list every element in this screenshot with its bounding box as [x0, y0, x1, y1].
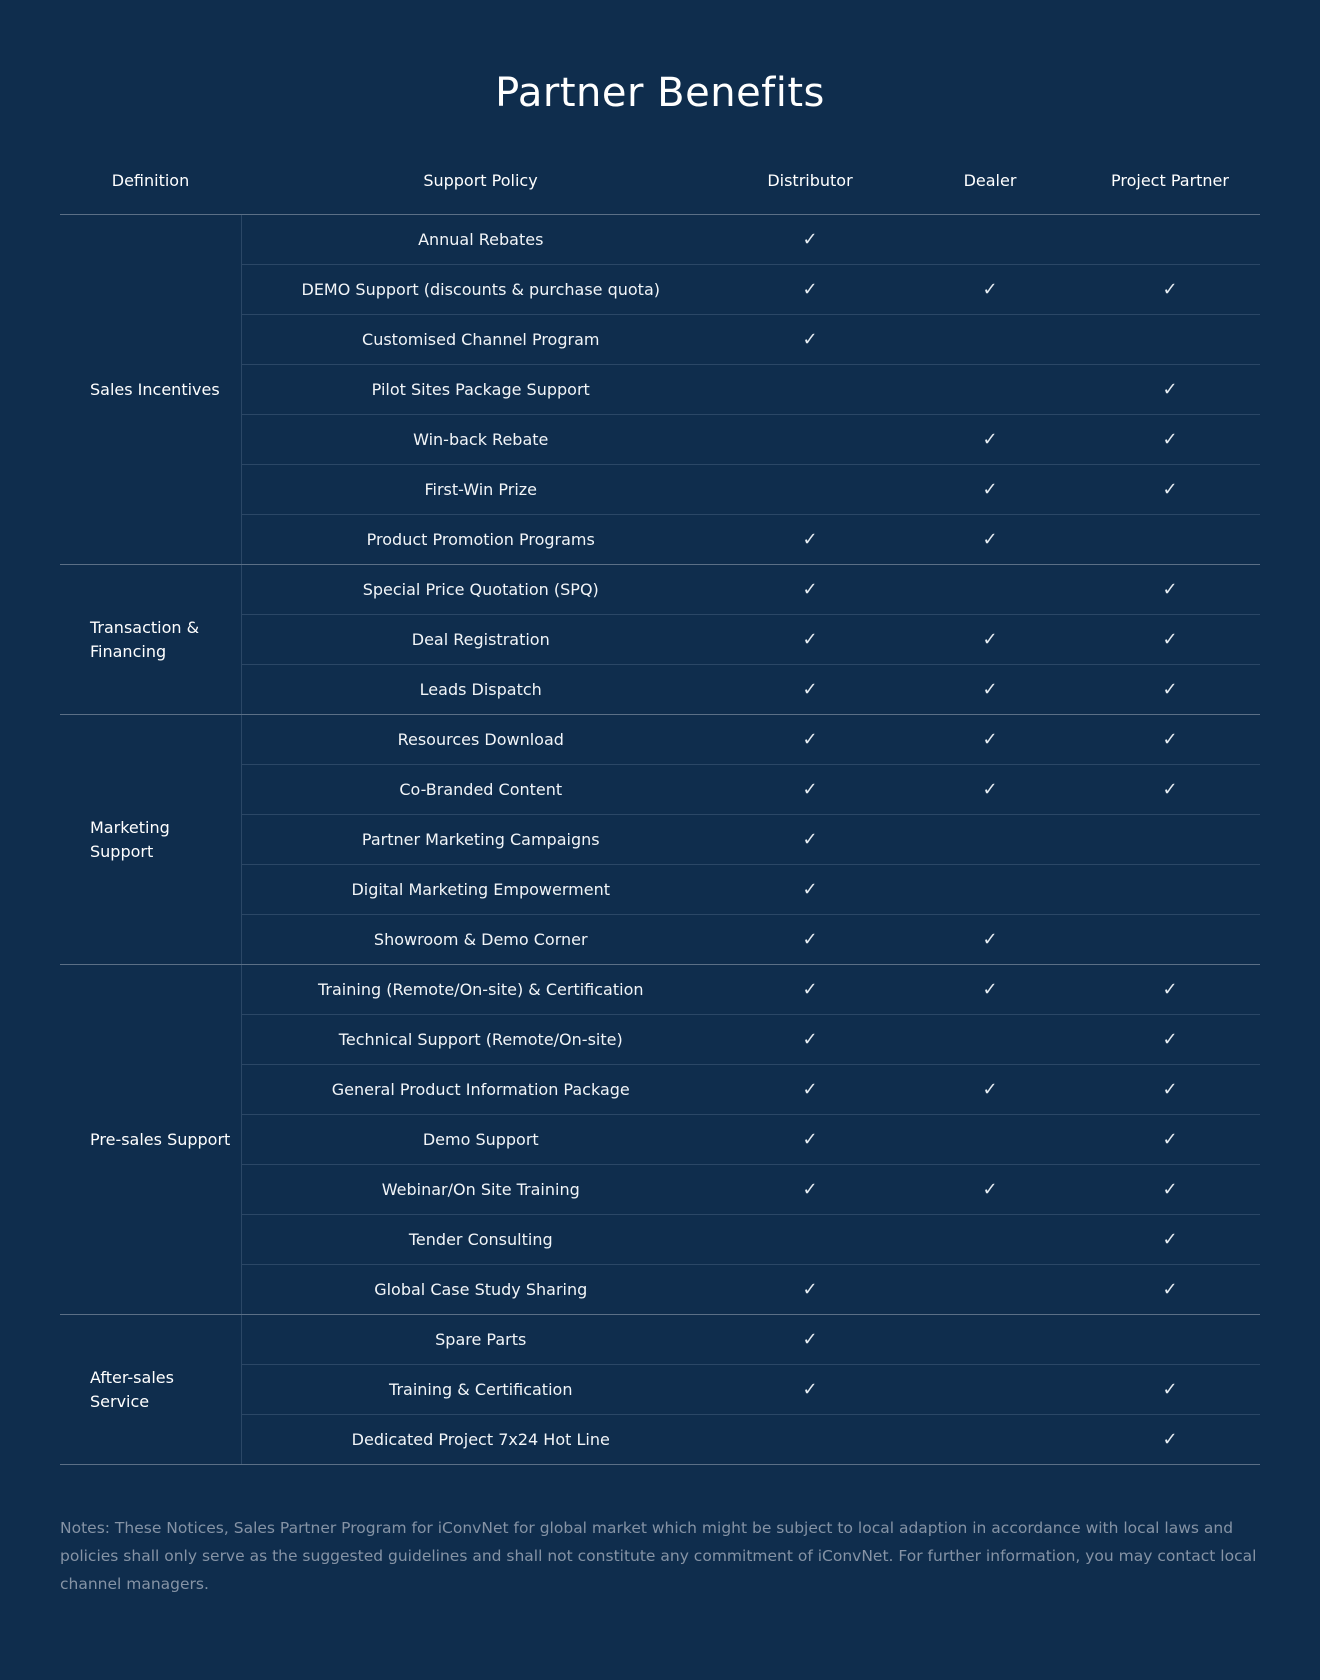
dealer-cell: [900, 1065, 1080, 1115]
distributor-cell: [720, 1315, 900, 1365]
page-title: Partner Benefits: [495, 70, 825, 116]
distributor-cell: [720, 1165, 900, 1215]
support-policy-cell: Customised Channel Program: [241, 315, 720, 365]
dealer-cell: [900, 1165, 1080, 1215]
project-partner-cell: [1080, 1415, 1260, 1465]
project-partner-cell: [1080, 765, 1260, 815]
header-dealer: Dealer: [900, 146, 1080, 215]
dealer-cell: [900, 465, 1080, 515]
support-policy-cell: Product Promotion Programs: [241, 515, 720, 565]
support-policy-cell: Special Price Quotation (SPQ): [241, 565, 720, 615]
project-partner-cell: [1080, 815, 1260, 865]
check-icon: ✓: [802, 279, 818, 300]
check-icon: ✓: [982, 629, 998, 650]
table-row: [60, 965, 1260, 1015]
check-icon: ✓: [802, 1379, 818, 1400]
check-icon: ✓: [1162, 779, 1178, 800]
distributor-cell: [720, 615, 900, 665]
distributor-cell: [720, 465, 900, 515]
support-policy-cell: Resources Download: [241, 715, 720, 765]
check-icon: ✓: [1162, 1229, 1178, 1250]
dealer-cell: [900, 715, 1080, 765]
distributor-cell: [720, 715, 900, 765]
check-icon: ✓: [982, 979, 998, 1000]
check-icon: ✓: [802, 229, 818, 250]
support-policy-cell: Spare Parts: [241, 1315, 720, 1365]
distributor-cell: [720, 1415, 900, 1465]
support-policy-cell: Digital Marketing Empowerment: [241, 865, 720, 915]
distributor-cell: [720, 765, 900, 815]
project-partner-cell: [1080, 565, 1260, 615]
check-icon: ✓: [802, 879, 818, 900]
distributor-cell: [720, 1015, 900, 1065]
distributor-cell: [720, 1265, 900, 1315]
check-icon: ✓: [1162, 379, 1178, 400]
distributor-cell: [720, 1065, 900, 1115]
table-body: [60, 215, 1260, 1465]
header-definition: Definition: [60, 146, 241, 215]
support-policy-cell: DEMO Support (discounts & purchase quota): [241, 265, 720, 315]
support-policy-cell: Annual Rebates: [241, 215, 720, 265]
support-policy-cell: Global Case Study Sharing: [241, 1265, 720, 1315]
support-policy-cell: Showroom & Demo Corner: [241, 915, 720, 965]
dealer-cell: [900, 515, 1080, 565]
distributor-cell: [720, 565, 900, 615]
check-icon: ✓: [982, 529, 998, 550]
distributor-cell: [720, 1365, 900, 1415]
check-icon: ✓: [802, 1079, 818, 1100]
check-icon: ✓: [1162, 679, 1178, 700]
check-icon: ✓: [1162, 1179, 1178, 1200]
dealer-cell: [900, 215, 1080, 265]
check-icon: ✓: [802, 1279, 818, 1300]
check-icon: ✓: [982, 1079, 998, 1100]
table-row: [60, 1315, 1260, 1365]
benefits-table: [60, 146, 1260, 1465]
check-icon: ✓: [982, 779, 998, 800]
check-icon: ✓: [802, 1029, 818, 1050]
project-partner-cell: [1080, 215, 1260, 265]
project-partner-cell: [1080, 715, 1260, 765]
dealer-cell: [900, 1415, 1080, 1465]
distributor-cell: [720, 965, 900, 1015]
distributor-cell: [720, 265, 900, 315]
support-policy-cell: Deal Registration: [241, 615, 720, 665]
distributor-cell: [720, 665, 900, 715]
distributor-cell: [720, 815, 900, 865]
project-partner-cell: [1080, 1115, 1260, 1165]
project-partner-cell: [1080, 465, 1260, 515]
dealer-cell: [900, 1365, 1080, 1415]
check-icon: ✓: [1162, 429, 1178, 450]
check-icon: ✓: [1162, 1279, 1178, 1300]
check-icon: ✓: [802, 1329, 818, 1350]
check-icon: ✓: [1162, 479, 1178, 500]
project-partner-cell: [1080, 615, 1260, 665]
check-icon: ✓: [982, 729, 998, 750]
check-icon: ✓: [802, 1179, 818, 1200]
project-partner-cell: [1080, 515, 1260, 565]
distributor-cell: [720, 515, 900, 565]
distributor-cell: [720, 365, 900, 415]
support-policy-cell: Technical Support (Remote/On-site): [241, 1015, 720, 1065]
support-policy-cell: Partner Marketing Campaigns: [241, 815, 720, 865]
check-icon: ✓: [802, 679, 818, 700]
check-icon: ✓: [1162, 1129, 1178, 1150]
check-icon: ✓: [802, 829, 818, 850]
support-policy-cell: Training (Remote/On-site) & Certification: [241, 965, 720, 1015]
group-label: Sales Incentives: [60, 215, 241, 565]
dealer-cell: [900, 315, 1080, 365]
dealer-cell: [900, 765, 1080, 815]
support-policy-cell: Tender Consulting: [241, 1215, 720, 1265]
check-icon: ✓: [802, 1129, 818, 1150]
check-icon: ✓: [802, 929, 818, 950]
project-partner-cell: [1080, 1065, 1260, 1115]
dealer-cell: [900, 1315, 1080, 1365]
support-policy-cell: General Product Information Package: [241, 1065, 720, 1115]
group-label: Marketing Support: [60, 715, 241, 965]
dealer-cell: [900, 265, 1080, 315]
table-row: [60, 215, 1260, 265]
check-icon: ✓: [982, 279, 998, 300]
header-distributor: Distributor: [720, 146, 900, 215]
check-icon: ✓: [982, 429, 998, 450]
dealer-cell: [900, 1215, 1080, 1265]
check-icon: ✓: [982, 1179, 998, 1200]
project-partner-cell: [1080, 1365, 1260, 1415]
distributor-cell: [720, 315, 900, 365]
group-label: Transaction & Financing: [60, 565, 241, 715]
check-icon: ✓: [1162, 1029, 1178, 1050]
check-icon: ✓: [802, 779, 818, 800]
header-project-partner: Project Partner: [1080, 146, 1260, 215]
support-policy-cell: Pilot Sites Package Support: [241, 365, 720, 415]
project-partner-cell: [1080, 965, 1260, 1015]
distributor-cell: [720, 215, 900, 265]
project-partner-cell: [1080, 365, 1260, 415]
check-icon: ✓: [1162, 729, 1178, 750]
check-icon: ✓: [1162, 279, 1178, 300]
distributor-cell: [720, 1115, 900, 1165]
check-icon: ✓: [802, 629, 818, 650]
check-icon: ✓: [802, 579, 818, 600]
support-policy-cell: Demo Support: [241, 1115, 720, 1165]
dealer-cell: [900, 365, 1080, 415]
project-partner-cell: [1080, 1215, 1260, 1265]
project-partner-cell: [1080, 665, 1260, 715]
project-partner-cell: [1080, 1015, 1260, 1065]
check-icon: ✓: [1162, 1429, 1178, 1450]
project-partner-cell: [1080, 265, 1260, 315]
project-partner-cell: [1080, 1165, 1260, 1215]
support-policy-cell: Leads Dispatch: [241, 665, 720, 715]
group-label: Pre-sales Support: [60, 965, 241, 1315]
dealer-cell: [900, 665, 1080, 715]
dealer-cell: [900, 565, 1080, 615]
support-policy-cell: First-Win Prize: [241, 465, 720, 515]
project-partner-cell: [1080, 1315, 1260, 1365]
support-policy-cell: Training & Certification: [241, 1365, 720, 1415]
check-icon: ✓: [1162, 1379, 1178, 1400]
check-icon: ✓: [1162, 1079, 1178, 1100]
dealer-cell: [900, 865, 1080, 915]
check-icon: ✓: [1162, 579, 1178, 600]
project-partner-cell: [1080, 1265, 1260, 1315]
dealer-cell: [900, 415, 1080, 465]
table-header-row: [60, 146, 1260, 215]
project-partner-cell: [1080, 315, 1260, 365]
check-icon: ✓: [1162, 979, 1178, 1000]
project-partner-cell: [1080, 865, 1260, 915]
dealer-cell: [900, 615, 1080, 665]
check-icon: ✓: [1162, 629, 1178, 650]
check-icon: ✓: [802, 529, 818, 550]
table-row: [60, 565, 1260, 615]
project-partner-cell: [1080, 915, 1260, 965]
support-policy-cell: Webinar/On Site Training: [241, 1165, 720, 1215]
check-icon: ✓: [802, 329, 818, 350]
header-support-policy: Support Policy: [241, 146, 720, 215]
check-icon: ✓: [982, 679, 998, 700]
check-icon: ✓: [982, 929, 998, 950]
table-row: [60, 715, 1260, 765]
dealer-cell: [900, 1265, 1080, 1315]
support-policy-cell: Dedicated Project 7x24 Hot Line: [241, 1415, 720, 1465]
group-label: After-sales Service: [60, 1315, 241, 1465]
notes-text: Notes: These Notices, Sales Partner Program for iConvNet for global market which might be subject to local adaption in accordance with local laws and policies shall only serve as the suggested guidelines and shall not constitute any commitment of iConvNet. For further information, you may contact local channel managers.: [60, 1519, 1257, 1593]
support-policy-cell: Win-back Rebate: [241, 415, 720, 465]
dealer-cell: [900, 815, 1080, 865]
distributor-cell: [720, 865, 900, 915]
dealer-cell: [900, 1015, 1080, 1065]
check-icon: ✓: [982, 479, 998, 500]
dealer-cell: [900, 965, 1080, 1015]
check-icon: ✓: [802, 979, 818, 1000]
dealer-cell: [900, 915, 1080, 965]
dealer-cell: [900, 1115, 1080, 1165]
distributor-cell: [720, 915, 900, 965]
check-icon: ✓: [802, 729, 818, 750]
distributor-cell: [720, 1215, 900, 1265]
project-partner-cell: [1080, 415, 1260, 465]
support-policy-cell: Co-Branded Content: [241, 765, 720, 815]
distributor-cell: [720, 415, 900, 465]
